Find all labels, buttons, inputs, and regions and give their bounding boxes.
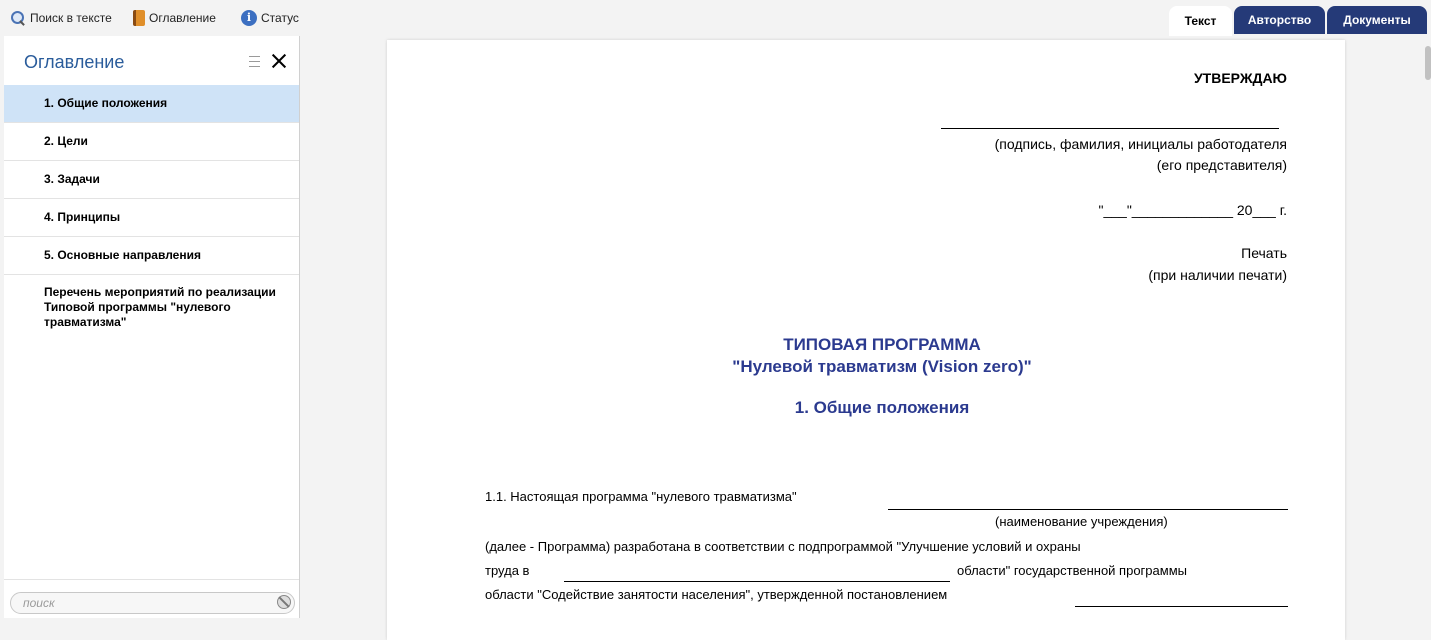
stamp-note: (при наличии печати) (1148, 267, 1287, 283)
close-icon[interactable] (270, 52, 288, 70)
magnifier-icon (10, 10, 26, 26)
table-of-contents-label: Оглавление (149, 11, 216, 25)
signature-caption-1: (подпись, фамилия, инициалы работодателя (994, 136, 1287, 152)
scrollbar-thumb[interactable] (1425, 46, 1431, 80)
toc-item-tasks[interactable]: 3. Задачи (4, 161, 299, 199)
tab-text[interactable]: Текст (1169, 6, 1232, 36)
date-line: "___"_____________ 20___ г. (1098, 202, 1287, 218)
paragraph-developed: (далее - Программа) разработана в соответствии с подпрограммой "Улучшение условий и охраны (485, 539, 1081, 554)
menu-icon[interactable] (249, 56, 260, 67)
toc-item-general[interactable]: 1. Общие положения (4, 85, 299, 123)
scrollbar-track[interactable] (1420, 36, 1431, 618)
toc-sidebar (4, 36, 300, 618)
table-of-contents-button[interactable] (133, 8, 216, 28)
paragraph-1-1: 1.1. Настоящая программа "нулевого травматизма" (485, 489, 797, 504)
toc-item-principles[interactable]: 4. Принципы (4, 199, 299, 237)
document-page (387, 40, 1345, 640)
sidebar-title: Оглавление (24, 52, 125, 72)
tab-documents[interactable]: Документы (1327, 6, 1427, 34)
approve-heading: УТВЕРЖДАЮ (1193, 70, 1287, 86)
toc-item-goals[interactable]: 2. Цели (4, 123, 299, 161)
paragraph-labor-in: труда в (485, 563, 530, 578)
toc-item-main-directions[interactable]: 5. Основные направления (4, 237, 299, 275)
status-label: Статус (261, 11, 299, 25)
stamp-label: Печать (1241, 245, 1287, 261)
signature-caption-2: (его представителя) (1156, 157, 1287, 173)
status-button[interactable] (241, 8, 299, 28)
institution-caption: (наименование учреждения) (995, 514, 1168, 529)
search-in-text-label: Поиск в тексте (30, 11, 112, 25)
top-toolbar (0, 0, 1431, 36)
toc-list (4, 85, 299, 341)
toc-search-box (10, 592, 295, 614)
toc-search-input[interactable] (23, 593, 263, 613)
document-subtitle: "Нулевой травматизм (Vision zero)" (732, 357, 1032, 376)
region-line (564, 581, 950, 582)
document-title: ТИПОВАЯ ПРОГРАММА (783, 335, 981, 354)
clear-search-icon[interactable] (277, 595, 291, 609)
document-viewport (300, 36, 1420, 618)
resolution-line (1075, 606, 1288, 607)
toc-item-action-list[interactable]: Перечень мероприятий по реализации Типовой программы "нулевого травматизма" (44, 285, 276, 329)
institution-line (888, 509, 1288, 510)
sidebar-divider (4, 579, 299, 580)
info-icon: i (241, 10, 257, 26)
tab-authorship[interactable]: Авторство (1234, 6, 1325, 34)
signature-line (941, 128, 1279, 129)
paragraph-employment: области "Содействие занятости населения", утвержденной постановлением (485, 587, 948, 602)
paragraph-region: области" государственной программы (957, 563, 1187, 578)
search-in-text-button[interactable] (10, 8, 112, 28)
book-icon (133, 10, 145, 26)
section-heading: 1. Общие положения (794, 398, 970, 417)
